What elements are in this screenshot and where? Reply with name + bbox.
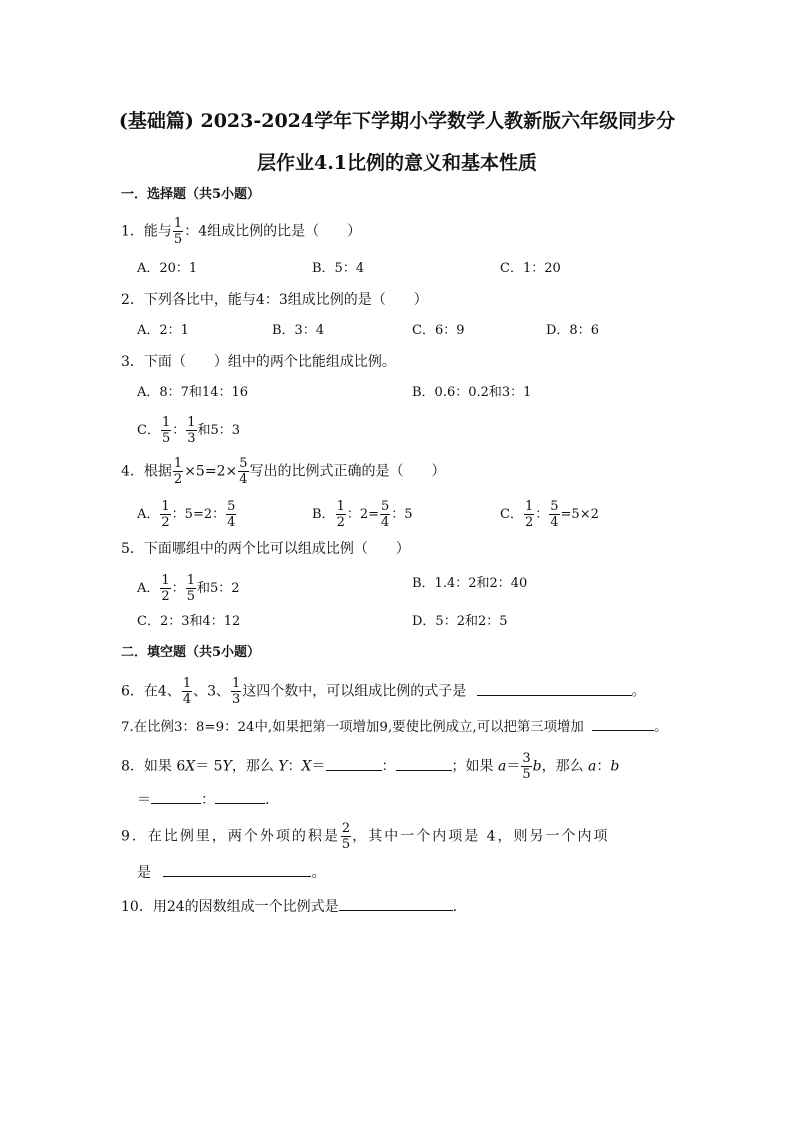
q1-option-c[interactable]: C．1：20 (500, 261, 561, 276)
q3-c-label: C． (137, 423, 160, 438)
q6-frac-2-den: 3 (232, 692, 241, 707)
q8-mid: ，那么 (231, 758, 274, 775)
q8-blank-2[interactable] (396, 756, 452, 771)
q4-b-frac-1-den: 2 (336, 515, 345, 530)
q4-a-label: A． (137, 507, 160, 522)
q4-a-frac-2-num: 5 (227, 499, 236, 514)
q7-answer-blank[interactable] (592, 716, 654, 731)
q2-option-a[interactable]: A．2：1 (137, 323, 189, 338)
q9-frac-num: 2 (341, 821, 351, 836)
q10-text: 10．用24的因数组成一个比例式是 (121, 899, 339, 915)
q4-b-frac-2 (380, 500, 390, 529)
q8-then: ，那么 (541, 758, 584, 775)
q8-frac-num: 3 (522, 751, 531, 766)
q3-c-frac-1 (161, 416, 171, 445)
q9-suffix: ，其中一个内项是 4，则另一个内项 (352, 828, 610, 845)
q5-a-frac-2-den: 5 (186, 589, 195, 604)
q4-mid: ×5=2× (184, 463, 238, 480)
q9-prefix: 9．在比例里，两个外项的积是 (121, 828, 340, 845)
q3-c-frac-2-num: 1 (187, 415, 196, 430)
q3-c-frac-2 (186, 416, 196, 445)
q5-option-b[interactable]: B．1.4：2和2：40 (412, 576, 528, 591)
q4-c-frac-2 (549, 500, 559, 529)
q8-colon3: ： (596, 758, 611, 775)
q4-b-suffix: ：5 (391, 507, 413, 522)
q3-c-frac-1-num: 1 (161, 415, 171, 430)
q2-option-b[interactable]: B．3：4 (272, 323, 325, 338)
q9-end: 。 (311, 865, 326, 881)
q8-line2-eq: ＝ (137, 792, 151, 808)
q4-b-frac-1 (336, 500, 346, 529)
q8-var-a: a (497, 758, 507, 775)
q4-b-frac-2-den: 4 (381, 515, 390, 530)
q7-text: 7.在比例3：8=9：24中,如果把第一项增加9,要使比例成立,可以把第三项增加 (121, 720, 584, 735)
q8-prefix: 8．如果 6 (121, 758, 186, 775)
q4-option-c[interactable] (500, 500, 599, 529)
q6-frac-2-num: 1 (232, 676, 241, 691)
question-3: 3．下面（ ）组中的两个比能组成比例。 (121, 354, 396, 370)
q4-c-frac-2-den: 4 (550, 515, 559, 530)
q9-line2-label: 是 (137, 865, 151, 881)
q10-end: . (452, 899, 458, 915)
q4-c-suffix: =5×2 (560, 507, 599, 522)
q9-answer-blank[interactable] (163, 862, 311, 877)
q4-c-frac-2-num: 5 (550, 499, 559, 514)
q9-frac-den: 5 (341, 837, 351, 852)
question-6 (121, 677, 646, 706)
q4-a-frac-2-den: 4 (227, 515, 236, 530)
q5-a-frac-1-den: 2 (161, 589, 170, 604)
section-heading-fill: 二．填空题（共5小题） (121, 645, 261, 660)
q3-option-b[interactable]: B．0.6：0.2和3：1 (412, 385, 532, 400)
question-8-line-2 (137, 789, 269, 810)
q4-b-frac-1-num: 1 (336, 499, 345, 514)
q8-eq3: ＝ (506, 758, 521, 775)
q3-c-frac-1-den: 5 (161, 431, 171, 446)
section-heading-choice: 一．选择题（共5小题） (121, 187, 261, 202)
q4-frac-1-den: 2 (173, 472, 183, 487)
title-line-1: (基础篇) 2023-2024学年下学期小学数学人教新版六年级同步分 (118, 110, 676, 132)
q8-colon2: ： (381, 758, 396, 775)
question-10 (121, 896, 457, 917)
q4-b-label: B． (312, 507, 335, 522)
q3-option-c[interactable] (137, 416, 240, 445)
q8-line2-end: . (265, 792, 270, 808)
q8-colon: ： (287, 758, 302, 775)
q5-a-frac-1 (160, 574, 170, 603)
q8-var-x2: X (301, 758, 312, 775)
q3-c-frac-2-den: 3 (187, 431, 196, 446)
q2-option-d[interactable]: D．8：6 (546, 323, 599, 338)
q4-frac-2-num: 5 (239, 456, 248, 471)
q5-a-frac-2-num: 1 (186, 573, 195, 588)
q6-frac-1-num: 1 (182, 676, 192, 691)
q8-line2-colon: ： (201, 792, 215, 808)
question-2: 2．下列各比中，能与4：3组成比例的是（ ） (121, 292, 428, 308)
question-9-line-2 (137, 862, 325, 883)
q7-end: 。 (654, 720, 668, 735)
q8-var-b2: b (610, 758, 620, 775)
q4-c-frac-1 (524, 500, 534, 529)
question-9 (121, 822, 610, 851)
q8-blank-1[interactable] (326, 756, 382, 771)
q6-end: 。 (631, 683, 646, 700)
question-5: 5．下面哪组中的两个比可以组成比例（ ） (121, 541, 410, 557)
q6-suffix: 这四个数中，可以组成比例的式子是 (242, 683, 467, 700)
q5-a-suffix: 和5：2 (196, 581, 240, 596)
q5-option-c[interactable]: C．2：3和4：12 (137, 614, 241, 629)
q3-c-suffix: 和5：3 (197, 423, 241, 438)
q4-c-frac-1-num: 1 (524, 499, 534, 514)
q3-c-sep: ： (172, 423, 186, 438)
q1-suffix: ：4组成比例的比是（ ） (184, 223, 362, 240)
q8-var-b: b (532, 758, 542, 775)
q4-frac-2 (238, 457, 248, 486)
q8-fraction (521, 752, 531, 781)
q4-frac-1 (173, 457, 183, 486)
q6-frac-1-den: 4 (182, 692, 192, 707)
q4-b-frac-2-num: 5 (381, 499, 390, 514)
q5-option-d[interactable]: D．5：2和2：5 (412, 614, 508, 629)
q4-c-label: C． (500, 507, 523, 522)
q4-option-b[interactable] (312, 500, 413, 529)
q1-frac-den: 5 (173, 232, 183, 247)
q1-prefix: 1．能与 (121, 223, 172, 240)
q8-blank-3[interactable] (151, 789, 201, 804)
q6-mid: 、3、 (193, 683, 231, 700)
q1-option-a[interactable]: A．20：1 (137, 261, 198, 276)
q4-c-frac-1-den: 2 (524, 515, 534, 530)
q8-frac-den: 5 (522, 767, 531, 782)
q4-frac-2-den: 4 (239, 472, 248, 487)
q5-a-frac-1-num: 1 (161, 573, 170, 588)
q1-option-b[interactable]: B．5：4 (312, 261, 365, 276)
q2-option-c[interactable]: C．6：9 (412, 323, 465, 338)
q4-a-frac-1-den: 2 (161, 515, 170, 530)
question-8 (121, 752, 619, 781)
q4-a-frac-1 (160, 500, 170, 529)
q4-a-mid: ：5=2： (171, 507, 226, 522)
q6-frac-1 (182, 677, 192, 706)
q4-c-mid: ： (535, 507, 549, 522)
q8-var-x: X (185, 758, 196, 775)
q8-var-y: Y (222, 758, 232, 775)
q5-option-a[interactable] (137, 574, 240, 603)
q4-option-a[interactable] (137, 500, 237, 529)
q4-frac-1-num: 1 (173, 456, 183, 471)
q1-frac-num: 1 (173, 216, 183, 231)
q8-var-a2: a (588, 758, 597, 775)
q8-var-y2: Y (278, 758, 288, 775)
q1-fraction (173, 217, 183, 246)
q4-prefix: 4．根据 (121, 463, 172, 480)
q5-a-label: A． (137, 581, 160, 596)
q4-suffix: 写出的比例式正确的是（ ） (249, 463, 446, 480)
q9-fraction (341, 822, 351, 851)
question-7 (121, 716, 667, 738)
question-1 (121, 217, 361, 246)
question-4 (121, 457, 446, 486)
q6-prefix: 6．在4、 (121, 683, 181, 700)
q5-a-mid: ： (171, 581, 185, 596)
q6-answer-blank[interactable] (477, 681, 632, 696)
q8-blank-4[interactable] (215, 789, 265, 804)
q8-eq2: ＝ (311, 758, 326, 775)
q5-a-frac-2 (186, 574, 196, 603)
q6-frac-2 (231, 677, 241, 706)
title-line-2: 层作业4.1比例的意义和基本性质 (256, 152, 538, 174)
q8-eq1: ＝ 5 (195, 758, 223, 775)
q8-semi: ；如果 (451, 758, 494, 775)
q4-b-mid: ：2= (346, 507, 380, 522)
q10-answer-blank[interactable] (339, 896, 453, 911)
q3-option-a[interactable]: A．8：7和14：16 (137, 385, 249, 400)
q4-a-frac-1-num: 1 (161, 499, 170, 514)
q4-a-frac-2 (226, 500, 236, 529)
